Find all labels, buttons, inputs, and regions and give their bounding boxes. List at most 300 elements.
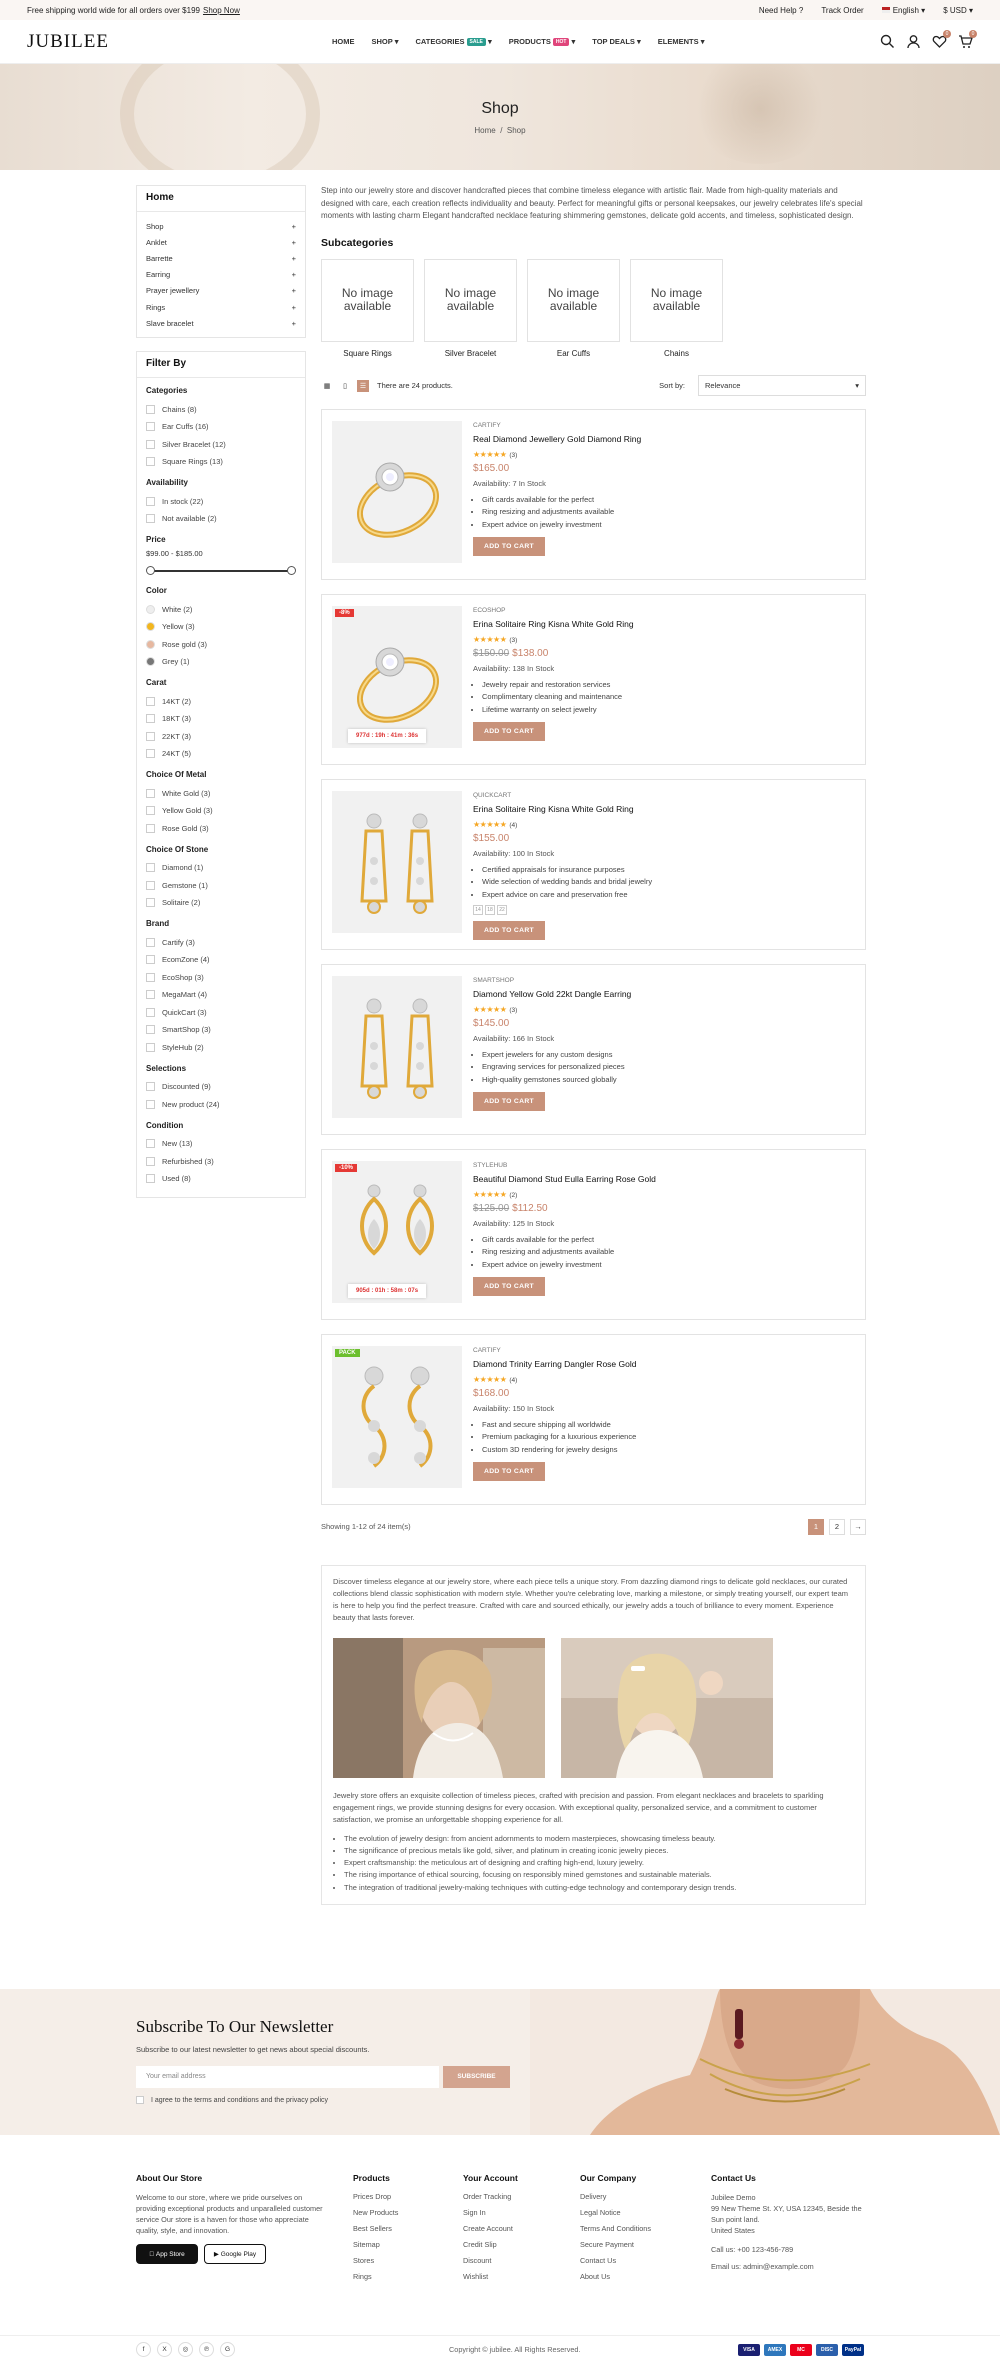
filter-option[interactable] [146, 418, 296, 436]
apple-icon [151, 2250, 154, 2258]
plus-icon[interactable]: + [291, 286, 296, 296]
chevron-down-icon: ▾ [569, 37, 576, 46]
filter-title: Filter By [137, 358, 305, 378]
product-info [473, 1161, 656, 1308]
pagination [321, 1519, 866, 1535]
plus-icon[interactable]: + [291, 302, 296, 312]
filter-checkbox[interactable] [146, 514, 155, 523]
old-price: $150.00 [473, 647, 510, 659]
product-image[interactable] [332, 1161, 462, 1303]
filter-group-title: Condition [146, 1120, 184, 1130]
plus-icon[interactable]: + [291, 270, 296, 280]
filter-option-label: Refurbished (3) [162, 1156, 214, 1166]
filter-option[interactable] [146, 600, 296, 618]
footer-link[interactable]: Delivery [580, 2192, 607, 2201]
filter-option-label: Not available (2) [162, 514, 217, 524]
article-bullet: • The rising importance of ethical sourcing, focusing on responsibly mined gemstones and sustainable materials. [344, 1869, 854, 1881]
page-button[interactable]: 2 [829, 1519, 845, 1535]
filter-option-label: Silver Bracelet (12) [162, 439, 226, 449]
review-count: (3) [509, 451, 518, 459]
newsletter-section [0, 1989, 1000, 2135]
list-view-icon[interactable]: ☰ [357, 380, 369, 392]
subcategory-card[interactable] [321, 259, 414, 358]
filter-checkbox[interactable] [146, 898, 155, 907]
subcategory-card[interactable] [527, 259, 620, 358]
product-image[interactable] [332, 1346, 462, 1488]
need-help-link[interactable]: Need Help ? [758, 5, 804, 15]
grid-view-icon[interactable]: ▦ [323, 382, 331, 390]
review-count: (2) [509, 1191, 518, 1199]
filter-checkbox[interactable] [146, 1082, 155, 1091]
filter-checkbox[interactable] [146, 1008, 155, 1017]
filter-option[interactable] [146, 784, 296, 802]
category-item[interactable] [146, 267, 296, 283]
filter-option[interactable] [146, 1021, 296, 1039]
filter-checkbox[interactable] [146, 405, 155, 414]
review-count: (3) [509, 1006, 518, 1014]
product-info [473, 606, 634, 753]
product-title[interactable]: Beautiful Diamond Stud Eulla Earring Rose Gold [473, 1173, 656, 1184]
currency-selector[interactable]: $ USD ▾ [943, 5, 973, 15]
nav-label: TOP DEALS [592, 37, 635, 46]
logo[interactable]: JUBILEE [27, 30, 109, 52]
chevron-down-icon: ▾ [392, 37, 399, 46]
sidebar [136, 185, 306, 1198]
footer-about-title: About Our Store [136, 2173, 203, 2183]
shop-now-link[interactable]: Shop Now [202, 5, 240, 15]
subcategory-name[interactable]: Chains [664, 348, 689, 358]
footer-bottom [0, 2335, 1000, 2363]
filter-option-label: In stock (22) [162, 496, 204, 506]
subcategory-card[interactable] [424, 259, 517, 358]
footer-link[interactable]: Terms And Conditions [580, 2224, 651, 2233]
filter-group-title: Choice Of Stone [146, 844, 209, 854]
product-brand[interactable]: CARTIFY [473, 421, 501, 429]
filter-option-label: EcoShop (3) [162, 972, 204, 982]
filter-checkbox[interactable] [146, 990, 155, 999]
google-play-button[interactable] [204, 2244, 266, 2264]
filter-group-title: Availability [146, 478, 188, 488]
chevron-down-icon: ▾ [634, 37, 641, 46]
current-price: $165.00 [473, 462, 510, 474]
plus-icon[interactable]: + [291, 318, 296, 328]
shipping-notice [27, 6, 240, 15]
newsletter-email-input[interactable]: Your email address [136, 2066, 439, 2088]
filter-checkbox[interactable] [146, 1025, 155, 1034]
filter-option-label: QuickCart (3) [162, 1007, 207, 1017]
product-price [473, 833, 652, 844]
filter-option[interactable] [146, 492, 296, 510]
filter-option-label: New product (24) [162, 1099, 220, 1109]
page-button[interactable]: 1 [808, 1519, 824, 1535]
filter-checkbox[interactable] [146, 714, 155, 723]
filter-checkbox[interactable] [146, 697, 155, 706]
category-label: Slave bracelet [146, 318, 194, 328]
footer-link[interactable]: Sign In [463, 2208, 486, 2217]
pinterest-icon[interactable]: ℗ [199, 2342, 214, 2357]
feature-item: • Expert jewelers for any custom designs [482, 1049, 631, 1062]
filter-checkbox[interactable] [146, 973, 155, 982]
filter-checkbox[interactable] [146, 881, 155, 890]
x-icon[interactable]: X [157, 2342, 172, 2357]
currency-label: $ USD [943, 5, 967, 15]
product-features [473, 864, 652, 902]
consent-checkbox[interactable] [136, 2096, 144, 2104]
add-to-cart-button[interactable]: ADD TO CART [473, 921, 545, 940]
filter-option[interactable] [146, 727, 296, 745]
consent-label: I agree to the terms and conditions and the privacy policy [151, 2096, 329, 2104]
filter-option[interactable] [146, 692, 296, 710]
product-title[interactable]: Diamond Yellow Gold 22kt Dangle Earring [473, 988, 632, 999]
current-price: $138.00 [512, 647, 549, 659]
filter-option[interactable] [146, 1078, 296, 1096]
filter-option[interactable] [146, 745, 296, 763]
filter-group-title: Carat [146, 678, 167, 688]
track-order-link[interactable]: Track Order [821, 5, 864, 15]
subcategory-name[interactable]: Ear Cuffs [556, 348, 591, 358]
feature-item: • Ring resizing and adjustments available [482, 1246, 656, 1259]
article-paragraph: Discover timeless elegance at our jewelry store, where each piece tells a unique story. From dazzling diamond rings to delicate gold necklaces, our curated collections blend classic sophistication with modern style. Whether you're celebrating love, marking a milestone, or simply treating yourself, our expert team is here to help you find the perfect treasure. Crafted with care and sourced ethically, our jewelry adds a touch of brilliance to every moment. Experience beauty that lasts forever. [333, 1576, 848, 1623]
footer-link[interactable]: Stores [353, 2256, 375, 2265]
chevron-down-icon: ▾ [485, 37, 492, 46]
filter-option[interactable] [146, 819, 296, 837]
filter-option-label: StyleHub (2) [162, 1042, 204, 1052]
filter-checkbox[interactable] [146, 422, 155, 431]
product-price [473, 1018, 631, 1029]
subcategory-image-placeholder[interactable] [630, 259, 723, 342]
add-to-cart-button[interactable]: ADD TO CART [473, 537, 545, 556]
article-bullet: • The evolution of jewelry design: from ancient adornments to modern masterpieces, showcasing timeless beauty. [344, 1833, 854, 1845]
subcategory-name[interactable]: Square Rings [343, 348, 392, 358]
availability: Availability: 100 In Stock [473, 848, 555, 858]
article-paragraph: Jewelry store offers an exquisite collection of timeless pieces, crafted with precision and passion. From elegant necklaces and bracelets to sparkling engagement rings, we provide stunning designs for every occasion. With exceptional quality, personalized service, and a commitment to customer satisfaction, we promise an unforgettable shopping experience for all. [333, 1790, 824, 1825]
filter-checkbox[interactable] [146, 749, 155, 758]
nav-item-elements[interactable] [658, 37, 705, 46]
nav-item-home[interactable] [332, 37, 355, 46]
footer-link[interactable]: New Products [353, 2208, 399, 2217]
product-title[interactable]: Erina Solitaire Ring Kisna White Gold Ring [473, 618, 634, 629]
variant-swatch[interactable]: 14 [473, 905, 483, 915]
breadcrumb-current: Shop [506, 126, 526, 135]
slider-handle-min[interactable] [146, 566, 155, 575]
filter-checkbox[interactable] [146, 1043, 155, 1052]
subcategory-image-placeholder[interactable] [424, 259, 517, 342]
product-brand[interactable]: QUICKCART [473, 791, 512, 799]
filter-checkbox[interactable] [146, 1157, 155, 1166]
large-grid-view-icon[interactable]: ▯ [343, 382, 347, 390]
subscribe-button[interactable]: SUBSCRIBE [443, 2066, 510, 2088]
no-image-text: No image available [650, 286, 703, 313]
plus-icon[interactable]: + [291, 221, 296, 231]
add-to-cart-button[interactable]: ADD TO CART [473, 1462, 545, 1481]
user-icon[interactable] [906, 34, 921, 49]
footer-link[interactable]: Wishlist [463, 2272, 489, 2281]
filter-option[interactable] [146, 802, 296, 820]
next-page-button[interactable]: → [850, 1519, 866, 1535]
footer-about-text: Welcome to our store, where we pride ourselves on providing exceptional products and unparalleled customer service Our store is a haven for those who appreciate quality, style, and innovation. [136, 2193, 323, 2235]
color-swatch[interactable] [146, 657, 155, 666]
footer-contact [711, 2173, 866, 2272]
availability: Availability: 166 In Stock [473, 1033, 555, 1043]
category-tree-title[interactable]: Home [137, 192, 305, 212]
no-image-text: No image available [341, 286, 394, 313]
pagination-summary: Showing 1-12 of 24 item(s) [321, 1522, 411, 1531]
no-image-text: No image available [547, 286, 600, 313]
payment-icon: AMEX [764, 2344, 786, 2356]
footer-link[interactable]: Discount [463, 2256, 492, 2265]
payment-icon: VISA [738, 2344, 760, 2356]
nav-label: CATEGORIES [415, 37, 465, 46]
filter-option[interactable] [146, 894, 296, 912]
facebook-icon[interactable]: f [136, 2342, 151, 2357]
filter-option-label: 18KT (3) [162, 714, 192, 724]
category-item[interactable] [146, 218, 296, 234]
language-selector[interactable]: English ▾ [882, 6, 926, 15]
product-tag: -8% [335, 609, 354, 617]
filter-option[interactable] [146, 510, 296, 528]
color-swatch[interactable] [146, 640, 155, 649]
model-photo-2 [561, 1638, 773, 1778]
filter-option[interactable] [146, 1135, 296, 1153]
footer-link[interactable]: Credit Slip [463, 2240, 497, 2249]
current-price: $112.50 [512, 1202, 548, 1214]
filter-checkbox[interactable] [146, 732, 155, 741]
footer-link[interactable]: Rings [353, 2272, 372, 2281]
instagram-icon[interactable]: ◎ [178, 2342, 193, 2357]
main-content [321, 185, 866, 1905]
plus-icon[interactable]: + [291, 237, 296, 247]
feature-item: • Expert advice on jewelry investment [482, 519, 641, 532]
filter-checkbox[interactable] [146, 457, 155, 466]
plus-icon[interactable]: + [291, 253, 296, 263]
header [0, 20, 1000, 64]
filter-option[interactable] [146, 653, 296, 671]
filter-checkbox[interactable] [146, 806, 155, 815]
footer-account [463, 2173, 518, 2288]
product-brand[interactable]: STYLEHUB [473, 1161, 508, 1169]
filter-option-label: Chains (8) [162, 404, 197, 414]
filter-option[interactable] [146, 453, 296, 471]
nav-item-categories[interactable] [415, 37, 491, 46]
category-item[interactable] [146, 283, 296, 299]
newsletter-consent[interactable] [136, 2096, 328, 2104]
footer-link[interactable]: Secure Payment [580, 2240, 634, 2249]
product-image[interactable] [332, 606, 462, 748]
product-card[interactable] [321, 964, 866, 1135]
product-brand[interactable]: CARTIFY [473, 1346, 501, 1354]
filter-option-label: Ear Cuffs (16) [162, 422, 209, 432]
contact-email[interactable]: Email us: admin@example.com [711, 2262, 814, 2271]
subcategory-card[interactable] [630, 259, 723, 358]
feature-item: • Certified appraisals for insurance purposes [482, 864, 652, 877]
product-price [473, 648, 634, 659]
category-label: Earring [146, 270, 171, 280]
footer-link[interactable]: Legal Notice [580, 2208, 621, 2217]
google-icon[interactable]: G [220, 2342, 235, 2357]
filter-checkbox[interactable] [146, 955, 155, 964]
footer-link[interactable]: Contact Us [580, 2256, 617, 2265]
subcategory-image-placeholder[interactable] [321, 259, 414, 342]
filter-option[interactable] [146, 1003, 296, 1021]
filter-option-label: Grey (1) [162, 657, 190, 667]
filter-option[interactable] [146, 876, 296, 894]
filter-group-title: Categories [146, 386, 188, 396]
top-bar [0, 0, 1000, 20]
category-item[interactable] [146, 234, 296, 250]
product-brand[interactable]: ECOSHOP [473, 606, 506, 614]
filter-option[interactable] [146, 400, 296, 418]
filter-checkbox[interactable] [146, 1139, 155, 1148]
footer-link[interactable]: Create Account [463, 2224, 513, 2233]
product-title[interactable]: Erina Solitaire Ring Kisna White Gold Ring [473, 803, 634, 814]
review-count: (4) [509, 1376, 518, 1384]
variant-swatch[interactable]: 22 [497, 905, 507, 915]
filter-option[interactable] [146, 859, 296, 877]
sort-value: Relevance [705, 381, 741, 390]
no-image-text: No image available [444, 286, 497, 313]
product-toolbar [321, 375, 866, 397]
feature-item: • Custom 3D rendering for jewelry designs [482, 1444, 636, 1457]
slider-handle-max[interactable] [287, 566, 296, 575]
nav-item-top-deals[interactable] [592, 37, 641, 46]
product-card[interactable] [321, 409, 866, 580]
product-features [473, 679, 634, 717]
rating-stars: ★★★★★ (3) [473, 449, 518, 459]
feature-item: • Gift cards available for the perfect [482, 494, 641, 507]
shipping-text: Free shipping world wide for all orders over $199 [27, 5, 200, 15]
category-item[interactable] [146, 299, 296, 315]
filter-option[interactable] [146, 1038, 296, 1056]
filter-option-label: Cartify (3) [162, 937, 195, 947]
feature-item: • Premium packaging for a luxurious experience [482, 1431, 636, 1444]
product-info [473, 1346, 636, 1493]
footer-link[interactable]: Prices Drop [353, 2192, 392, 2201]
filter-option[interactable] [146, 435, 296, 453]
price-range-label: $99.00 - $185.00 [146, 549, 203, 559]
sort-select[interactable] [698, 375, 866, 396]
subcategories-title: Subcategories [321, 236, 394, 249]
newsletter-title: Subscribe To Our Newsletter [136, 2017, 334, 2036]
product-image[interactable] [332, 421, 462, 563]
price-slider[interactable] [146, 564, 296, 578]
filter-option-label: Square Rings (13) [162, 457, 223, 467]
footer-link[interactable]: Sitemap [353, 2240, 380, 2249]
cart-icon[interactable] [958, 31, 975, 49]
product-image[interactable] [332, 976, 462, 1118]
product-info [473, 421, 641, 568]
subcategory-image-placeholder[interactable] [527, 259, 620, 342]
filter-option-label: Gemstone (1) [162, 880, 208, 890]
filter-option-label: Yellow Gold (3) [162, 806, 213, 816]
filter-option[interactable] [146, 618, 296, 636]
add-to-cart-button[interactable]: ADD TO CART [473, 1277, 545, 1296]
chevron-down-icon: ▾ [855, 381, 859, 390]
category-item[interactable] [146, 250, 296, 266]
filter-checkbox[interactable] [146, 863, 155, 872]
nav-badge: SALE [467, 38, 486, 46]
filter-checkbox[interactable] [146, 824, 155, 833]
contact-phone[interactable]: Call us: +00 123-456-789 [711, 2245, 794, 2254]
product-price [473, 463, 641, 474]
rating-stars: ★★★★★ (4) [473, 1374, 518, 1384]
search-icon[interactable] [880, 34, 895, 49]
filter-group-title: Color [146, 586, 167, 596]
product-info [473, 791, 652, 938]
color-swatch[interactable] [146, 622, 155, 631]
product-features [473, 494, 641, 532]
filter-option[interactable] [146, 968, 296, 986]
product-title[interactable]: Diamond Trinity Earring Dangler Rose Gold [473, 1358, 637, 1369]
filter-checkbox[interactable] [146, 440, 155, 449]
breadcrumb-home[interactable]: Home [474, 126, 496, 135]
filter-checkbox[interactable] [146, 1100, 155, 1109]
filter-option[interactable] [146, 635, 296, 653]
newsletter-model-image [530, 1989, 1000, 2135]
contact-name: Jubilee Demo [711, 2193, 756, 2202]
filter-option-label: Solitaire (2) [162, 898, 201, 908]
nav-item-products[interactable] [509, 37, 576, 46]
product-card[interactable] [321, 1334, 866, 1505]
filter-checkbox[interactable] [146, 938, 155, 947]
rating-stars: ★★★★★ (3) [473, 1004, 518, 1014]
filter-option-label: MegaMart (4) [162, 990, 208, 1000]
filter-option[interactable] [146, 933, 296, 951]
product-tag: PACK [335, 1349, 360, 1357]
filter-option-label: Rose gold (3) [162, 639, 208, 649]
product-card[interactable] [321, 1149, 866, 1320]
filter-checkbox[interactable] [146, 497, 155, 506]
product-tag: -10% [335, 1164, 357, 1172]
product-features [473, 1419, 636, 1457]
breadcrumb-separator: / [500, 126, 503, 135]
filter-option[interactable] [146, 986, 296, 1004]
product-brand[interactable]: SMARTSHOP [473, 976, 515, 984]
filter-option[interactable] [146, 1152, 296, 1170]
subcategory-name[interactable]: Silver Bracelet [444, 348, 497, 358]
color-swatch[interactable] [146, 605, 155, 614]
filter-option[interactable] [146, 951, 296, 969]
filter-checkbox[interactable] [146, 1174, 155, 1183]
filter-option[interactable] [146, 1170, 296, 1188]
filter-group-title: Brand [146, 919, 170, 929]
footer-link[interactable]: About Us [580, 2272, 611, 2281]
variant-swatch[interactable]: 18 [485, 905, 495, 915]
footer-products [353, 2173, 398, 2288]
filter-option[interactable] [146, 1095, 296, 1113]
product-image[interactable] [332, 791, 462, 933]
add-to-cart-button[interactable]: ADD TO CART [473, 1092, 545, 1111]
play-icon: ▶ [213, 2251, 221, 2258]
footer-link[interactable]: Order Tracking [463, 2192, 512, 2201]
product-title[interactable]: Real Diamond Jewellery Gold Diamond Ring [473, 433, 642, 444]
nav-item-shop[interactable] [372, 37, 399, 46]
category-item[interactable] [146, 315, 296, 331]
filter-option[interactable] [146, 710, 296, 728]
add-to-cart-button[interactable]: ADD TO CART [473, 722, 545, 741]
product-card[interactable] [321, 779, 866, 950]
app-store-button[interactable] [136, 2244, 198, 2264]
product-card[interactable] [321, 594, 866, 765]
feature-item: • High-quality gemstones sourced globally [482, 1074, 631, 1087]
nav-label: PRODUCTS [508, 37, 551, 46]
footer-link[interactable]: Best Sellers [353, 2224, 392, 2233]
wishlist-icon[interactable] [932, 31, 949, 49]
filter-option-label: New (13) [162, 1139, 193, 1149]
filter-option-label: 14KT (2) [162, 696, 192, 706]
filter-checkbox[interactable] [146, 789, 155, 798]
main-nav [332, 37, 704, 46]
filter-group-title: Selections [146, 1063, 187, 1073]
